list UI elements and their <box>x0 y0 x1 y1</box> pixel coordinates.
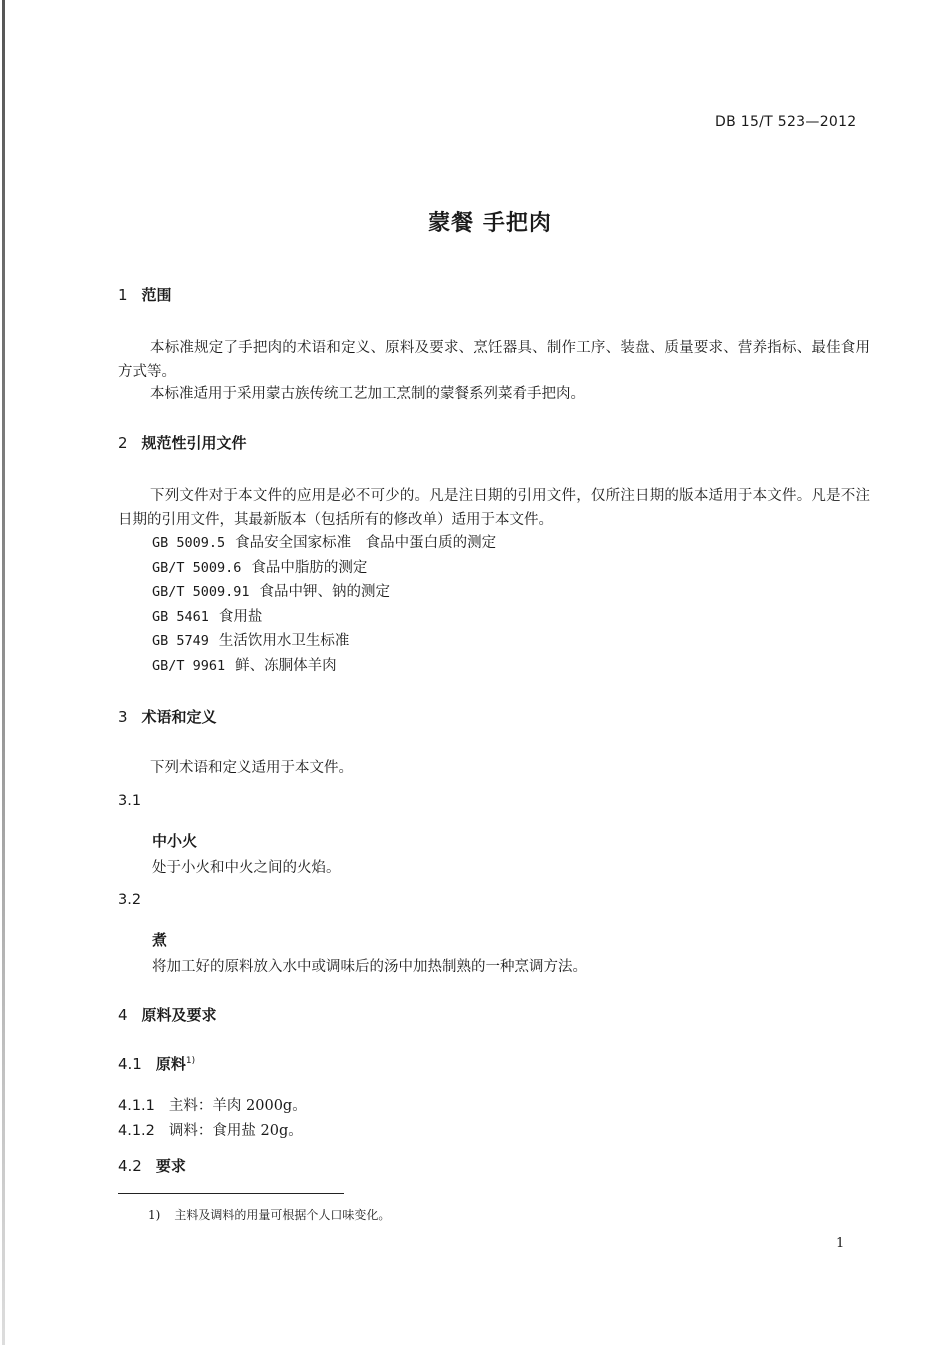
reference-name: 食用盐 <box>218 609 263 625</box>
reference-code: GB/T 5009.91 <box>152 584 250 600</box>
item-number: 4.1.1 <box>118 1098 155 1114</box>
reference-name: 食品安全国家标准 食品中蛋白质的测定 <box>235 535 497 551</box>
subsection-4-1-heading <box>118 1053 195 1074</box>
page-number: 1 <box>836 1236 845 1251</box>
item-text: 主料：羊肉 2000g。 <box>168 1098 307 1114</box>
normative-reference <box>152 605 262 629</box>
normative-reference <box>152 556 367 580</box>
section-number: 4 <box>118 1006 128 1024</box>
term-name: 煮 <box>152 931 168 949</box>
section-4-heading <box>118 1004 217 1025</box>
subsection-title: 原料 <box>155 1055 186 1073</box>
section-number: 3 <box>118 708 128 726</box>
reference-name: 食品中钾、钠的测定 <box>259 584 391 600</box>
normative-reference <box>152 580 390 604</box>
document-title: 蒙餐 手把肉 <box>428 211 552 236</box>
reference-name: 生活饮用水卫生标准 <box>218 633 350 649</box>
section-2-paragraph-1: 下列文件对于本文件的应用是必不可少的。凡是注日期的引用文件，仅所注日期的版本适用于本文件。凡是不注日期的引用文件，其最新版本（包括所有的修改单）适用于本文件。 <box>118 488 870 528</box>
section-1-heading <box>118 284 172 305</box>
section-3-paragraph-1: 下列术语和定义适用于本文件。 <box>150 760 353 776</box>
footnote <box>148 1206 390 1223</box>
reference-code: GB/T 5009.6 <box>152 560 242 576</box>
document-code: DB 15/T 523—2012 <box>715 114 857 130</box>
term-definition: 处于小火和中火之间的火焰。 <box>152 860 341 876</box>
reference-code: GB 5009.5 <box>152 535 226 551</box>
footnote-marker: 1) <box>185 1056 196 1066</box>
term-number: 3.1 <box>118 793 142 809</box>
item-number: 4.1.2 <box>118 1123 155 1139</box>
section-2-heading <box>118 432 247 453</box>
normative-reference <box>152 629 349 653</box>
section-title: 范围 <box>141 286 172 304</box>
reference-name: 食品中脂肪的测定 <box>251 560 368 576</box>
reference-name: 鲜、冻胴体羊肉 <box>235 658 337 674</box>
section-3-heading <box>118 706 217 727</box>
normative-reference <box>152 531 496 555</box>
footnote-text: 主料及调料的用量可根据个人口味变化。 <box>174 1208 391 1222</box>
section-number: 2 <box>118 434 128 452</box>
section-title: 原料及要求 <box>141 1006 217 1024</box>
subsection-number: 4.1 <box>118 1055 142 1073</box>
term-definition: 将加工好的原料放入水中或调味后的汤中加热制熟的一种烹调方法。 <box>152 959 587 975</box>
subsection-title: 要求 <box>155 1157 186 1175</box>
section-title: 术语和定义 <box>141 708 217 726</box>
material-item <box>118 1119 303 1140</box>
section-title: 规范性引用文件 <box>141 434 247 452</box>
reference-code: GB 5749 <box>152 633 209 649</box>
term-name: 中小火 <box>152 832 198 850</box>
material-item <box>118 1094 307 1115</box>
section-number: 1 <box>118 286 128 304</box>
reference-code: GB 5461 <box>152 609 209 625</box>
section-1-paragraph-1: 本标准规定了手把肉的术语和定义、原料及要求、烹饪器具、制作工序、装盘、质量要求、营养指标、最佳食用方式等。 <box>118 340 870 380</box>
term-number: 3.2 <box>118 892 142 908</box>
normative-reference <box>152 654 337 678</box>
section-1-paragraph-2: 本标准适用于采用蒙古族传统工艺加工烹制的蒙餐系列菜肴手把肉。 <box>150 386 585 402</box>
footnote-number: 1) <box>148 1208 161 1222</box>
reference-code: GB/T 9961 <box>152 658 226 674</box>
subsection-4-2-heading <box>118 1155 186 1176</box>
scan-edge <box>2 0 5 1345</box>
footnote-divider <box>118 1193 344 1194</box>
item-text: 调料：食用盐 20g。 <box>168 1123 303 1139</box>
subsection-number: 4.2 <box>118 1157 142 1175</box>
